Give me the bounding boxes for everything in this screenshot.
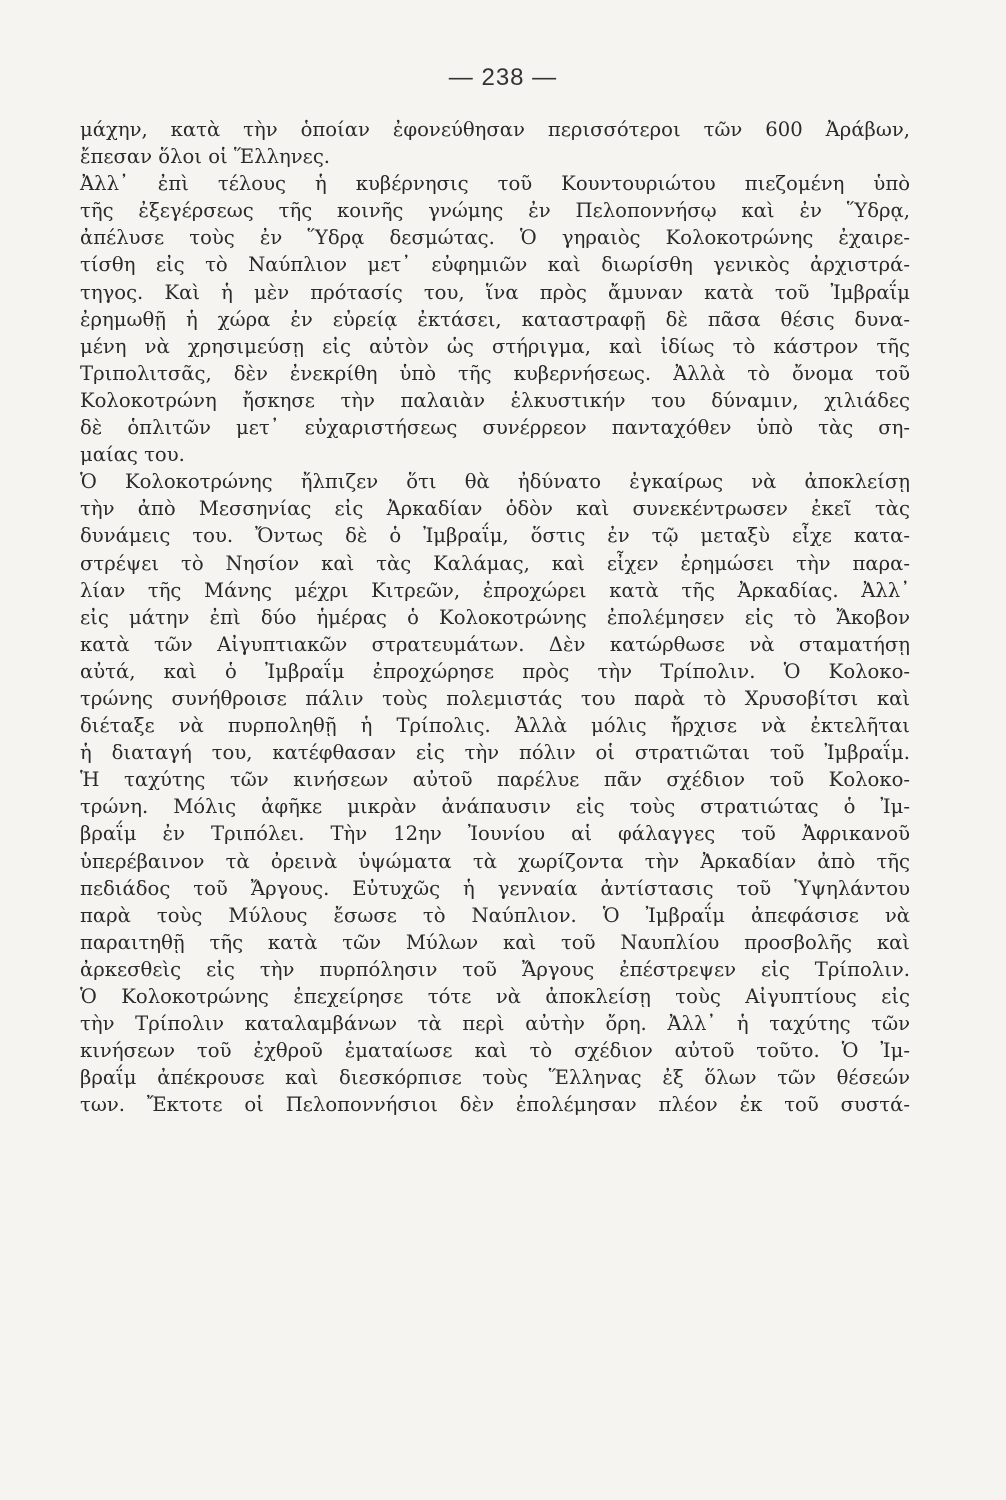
text-line: τῆς ἐξεγέρσεως τῆς κοινῆς γνώμης ἐν Πελοποννήσῳ καὶ ἐν Ὕδρᾳ, <box>80 199 910 223</box>
text-line: ὑπερέβαινον τὰ ὀρεινὰ ὑψώματα τὰ χωρίζοντα τὴν Ἀρκαδίαν ἀπὸ τῆς <box>80 849 910 873</box>
page-number: — 238 — <box>448 64 558 91</box>
text-line: τίσθη εἰς τὸ Ναύπλιον μετ᾽ εὐφημιῶν καὶ διωρίσθη γενικὸς ἀρχιστρά- <box>80 253 910 277</box>
text-line: εἰς μάτην ἐπὶ δύο ἡμέρας ὁ Κολοκοτρώνης ἐπολέμησεν εἰς τὸ Ἄκοβον <box>80 605 910 629</box>
text-line: ἀρκεσθεὶς εἰς τὴν πυρπόλησιν τοῦ Ἄργους ἐπέστρεψεν εἰς Τρίπολιν. <box>80 957 910 981</box>
text-line: μαίας του. <box>80 443 185 467</box>
text-line: παρὰ τοὺς Μύλους ἔσωσε τὸ Ναύπλιον. Ὁ Ἰμβραΐμ ἀπεφάσισε νὰ <box>80 903 910 927</box>
text-line: μάχην, κατὰ τὴν ὁποίαν ἐφονεύθησαν περισσότεροι τῶν 600 Ἀράβων, <box>80 118 910 141</box>
text-line: ἀπέλυσε τοὺς ἐν Ὕδρᾳ δεσμώτας. Ὁ γηραιὸς Κολοκοτρώνης ἐχαιρε- <box>80 226 910 250</box>
text-line: στρέψει τὸ Νησίον καὶ τὰς Καλάμας, καὶ εἶχεν ἐρημώσει τὴν παρα- <box>80 551 910 575</box>
text-line: ἔπεσαν ὅλοι οἱ Ἕλληνες. <box>80 145 331 169</box>
text-line: τρώνη. Μόλις ἀφῆκε μικρὰν ἀνάπαυσιν εἰς τοὺς στρατιώτας ὁ Ἰμ- <box>80 795 910 819</box>
text-line: κατὰ τῶν Αἰγυπτιακῶν στρατευμάτων. Δὲν κατώρθωσε νὰ σταματήσῃ <box>80 632 910 656</box>
text-line: ἡ διαταγή του, κατέφθασαν εἰς τὴν πόλιν οἱ στρατιῶται τοῦ Ἰμβραΐμ. <box>80 741 910 765</box>
text-line: τρώνης συνήθροισε πάλιν τοὺς πολεμιστάς του παρὰ τὸ Χρυσοβίτσι καὶ <box>80 686 910 710</box>
text-line: πεδιάδος τοῦ Ἄργους. Εὐτυχῶς ἡ γενναία ἀντίστασις τοῦ Ὑψηλάντου <box>80 876 910 900</box>
text-line: κινήσεων τοῦ ἐχθροῦ ἐματαίωσε καὶ τὸ σχέδιον αὐτοῦ τοῦτο. Ὁ Ἰμ- <box>80 1039 910 1063</box>
text-line: των. Ἔκτοτε οἱ Πελοποννήσιοι δὲν ἐπολέμησαν πλέον ἐκ τοῦ συστά- <box>80 1093 910 1117</box>
text-line: Κολοκοτρώνη ἤσκησε τὴν παλαιὰν ἑλκυστικήν του δύναμιν, χιλιάδες <box>80 388 910 412</box>
text-line: τὴν Τρίπολιν καταλαμβάνων τὰ περὶ αὐτὴν ὄρη. Ἀλλ᾽ ἡ ταχύτης τῶν <box>80 1012 910 1036</box>
text-line: Ὁ Κολοκοτρώνης ἐπεχείρησε τότε νὰ ἀποκλείσῃ τοὺς Αἰγυπτίους εἰς <box>80 985 910 1008</box>
text-line: δὲ ὁπλιτῶν μετ᾽ εὐχαριστήσεως συνέρρεον πανταχόθεν ὑπὸ τὰς ση- <box>80 416 910 440</box>
text-line: τὴν ἀπὸ Μεσσηνίας εἰς Ἀρκαδίαν ὁδὸν καὶ συνεκέντρωσεν ἐκεῖ τὰς <box>80 497 910 521</box>
text-line: βραΐμ ἐν Τριπόλει. Τὴν 12ην Ἰουνίου αἱ φάλαγγες τοῦ Ἀφρικανοῦ <box>80 822 910 846</box>
text-line: λίαν τῆς Μάνης μέχρι Κιτρεῶν, ἐπροχώρει κατὰ τῆς Ἀρκαδίας. Ἀλλ᾽ <box>80 578 910 602</box>
text-line: δυνάμεις του. Ὄντως δὲ ὁ Ἰμβραΐμ, ὅστις ἐν τῷ μεταξὺ εἶχε κατα- <box>80 524 910 548</box>
text-line: αὐτά, καὶ ὁ Ἰμβραΐμ ἐπροχώρησε πρὸς τὴν Τρίπολιν. Ὁ Κολοκο- <box>80 659 910 683</box>
text-line: Ἡ ταχύτης τῶν κινήσεων αὐτοῦ παρέλυε πᾶν σχέδιον τοῦ Κολοκο- <box>80 768 910 792</box>
text-line: παραιτηθῇ τῆς κατὰ τῶν Μύλων καὶ τοῦ Ναυπλίου προσβολῆς καὶ <box>80 930 910 954</box>
text-line: Ὁ Κολοκοτρώνης ἤλπιζεν ὅτι θὰ ἠδύνατο ἐγκαίρως νὰ ἀποκλείσῃ <box>80 470 910 494</box>
text-line: μένη νὰ χρησιμεύσῃ εἰς αὐτὸν ὡς στήριγμα, καὶ ἰδίως τὸ κάστρον τῆς <box>80 334 910 358</box>
text-line: βραΐμ ἀπέκρουσε καὶ διεσκόρπισε τοὺς Ἕλληνας ἐξ ὅλων τῶν θέσεών <box>80 1066 910 1090</box>
text-line: Τριπολιτσᾶς, δὲν ἐνεκρίθη ὑπὸ τῆς κυβερνήσεως. Ἀλλὰ τὸ ὄνομα τοῦ <box>80 361 910 385</box>
body-text <box>80 116 910 1118</box>
text-line: διέταξε νὰ πυρποληθῇ ἡ Τρίπολις. Ἀλλὰ μόλις ἤρχισε νὰ ἐκτελῆται <box>80 714 910 738</box>
text-line: Ἀλλ᾽ ἐπὶ τέλους ἡ κυβέρνησις τοῦ Κουντουριώτου πιεζομένη ὑπὸ <box>80 172 910 196</box>
text-line: ἐρημωθῇ ἡ χώρα ἐν εὐρείᾳ ἐκτάσει, καταστραφῇ δὲ πᾶσα θέσις δυνα- <box>80 307 910 331</box>
text-line: τηγος. Καὶ ἡ μὲν πρότασίς του, ἵνα πρὸς ἄμυναν κατὰ τοῦ Ἰμβραΐμ <box>80 280 910 304</box>
